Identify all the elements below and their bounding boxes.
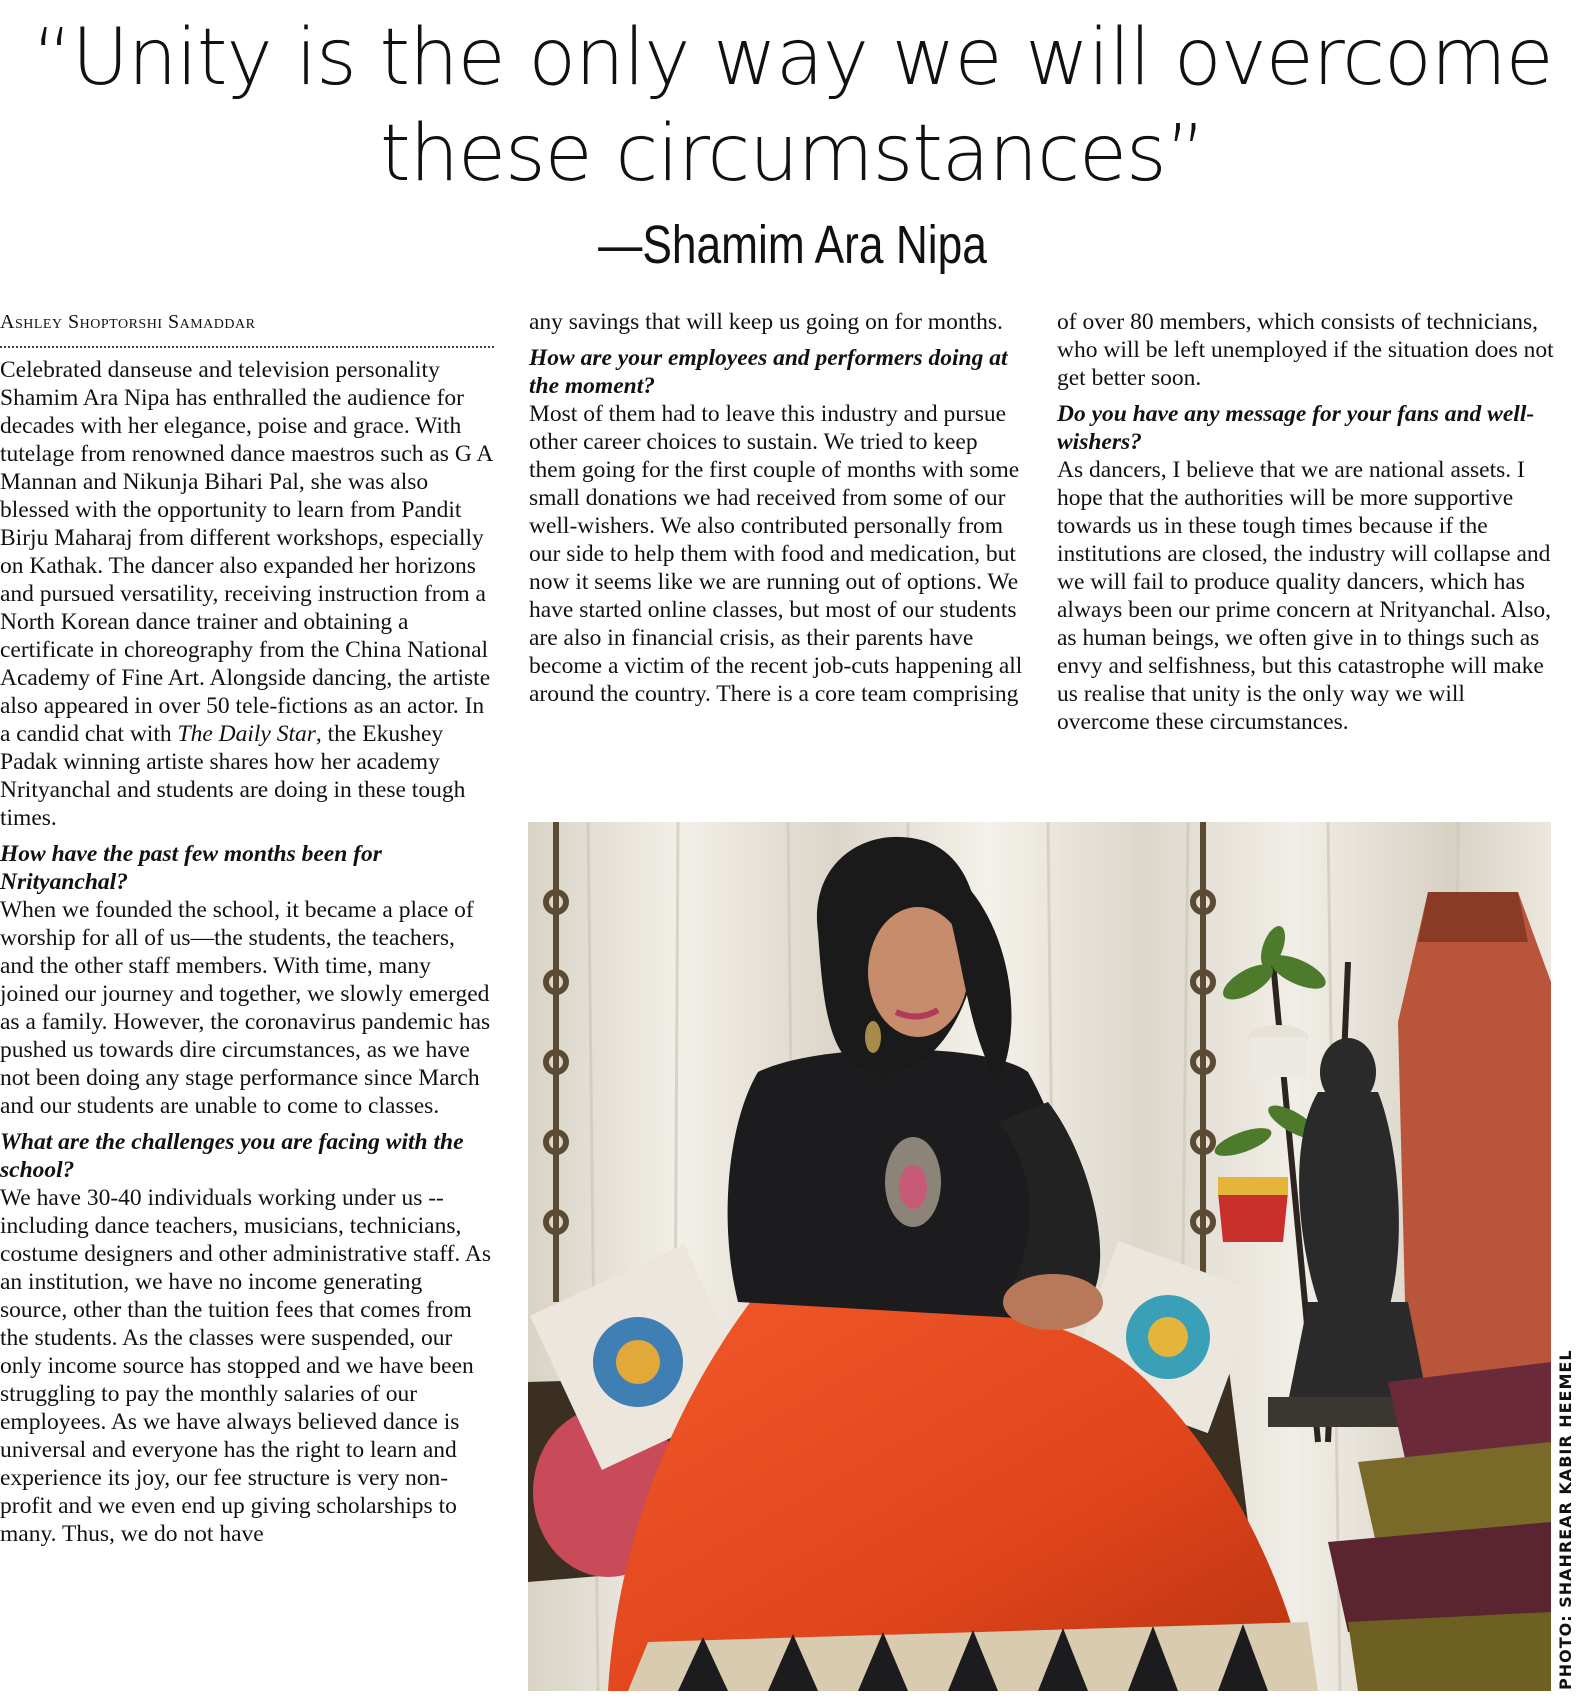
answer-1: When we founded the school, it became a place of worship for all of us—the students, the teachers, and the other staff members. With time, many joined our journey and together, we slowly emerged as a family. However, the coronavirus pandemic has pushed us towards dire circumstances, as we have not been doing any stage performance since March and our students are unable to come to classes. xyxy=(0,897,491,1119)
quote-attribution: —Shamim Ara Nipa xyxy=(598,215,987,275)
question-3: How are your employees and performers doing at the moment? xyxy=(529,345,1008,399)
swing-chain-right xyxy=(1193,822,1213,1292)
headline-line-2: these circumstances” xyxy=(379,109,1205,199)
swing-chain-left xyxy=(546,822,566,1302)
article-column-2 xyxy=(529,308,1029,716)
answer-2: We have 30-40 individuals working under us -- including dance teachers, musicians, technicians, costume designers and other administrative staff. As an institution, we have no income generating source, other than the tuition fees that comes from the students. As the classes were suspended, our only income source has stopped and we have been struggling to pay the monthly salaries of our employees. As we have always believed dance is universal and everyone has the right to learn and experience its joy, our fee structure is very non-profit and we even end up giving scholarships to many. Thus, we do not have xyxy=(0,1185,491,1547)
photo-credit: PHOTO: SHAHREAR KABIR HEEMEL xyxy=(1556,1349,1575,1690)
article-column-3 xyxy=(1057,308,1562,744)
intro-text-before: Celebrated danseuse and television personality Shamim Ara Nipa has enthralled the audience for decades with her elegance, poise and grace. With tutelage from renowned dance maestros such as G A Mannan and Nikunja Bihari Pal, she was also blessed with the opportunity to learn from Pandit Birju Maharaj from different workshops, especially on Kathak. The dancer also expanded her horizons and pursued versatility, receiving instruction from a North Korean dance trainer and obtaining a certificate in choreography from the China National Academy of Fine Art. Alongside dancing, the artiste also appeared in over 50 tele-fictions as an actor. In a candid chat with xyxy=(0,357,493,747)
answer-2-continuation: any savings that will keep us going on for months. xyxy=(529,309,1003,335)
clasped-hands xyxy=(1003,1274,1103,1330)
question-2: What are the challenges you are facing with the school? xyxy=(0,1129,464,1183)
question-4: Do you have any message for your fans and well-wishers? xyxy=(1057,401,1535,455)
byline: Ashley Shoptorshi Samaddar xyxy=(0,308,494,348)
headline xyxy=(0,10,1585,202)
portrait-photo xyxy=(528,822,1551,1691)
intro-text-after: , the Ekushey Padak winning artiste shares how her academy Nrityanchal and students are doing in these tough times. xyxy=(0,721,466,831)
answer-3: Most of them had to leave this industry and pursue other career choices to sustain. We tried to keep them going for the first couple of months with some small donations we had received from some of our well-wishers. We also contributed personally from our side to help them with food and medication, but now it seems like we are running out of options. We have started online classes, but most of our students are also in financial crisis, as their parents have become a victim of the recent job-cuts happening all around the country. There is a core team comprising xyxy=(529,401,1023,707)
intro-paragraph xyxy=(0,356,494,832)
article-column-1 xyxy=(0,308,494,1556)
headline-line-1: “Unity is the only way we will overcome xyxy=(32,13,1553,103)
orange-panel xyxy=(1398,892,1551,1442)
earring xyxy=(865,1021,881,1053)
publication-name: The Daily Star xyxy=(177,721,316,747)
answer-3-continuation: of over 80 members, which consists of technicians, who will be left unemployed if the situation does not get better soon. xyxy=(1057,309,1554,391)
portrait-illustration xyxy=(528,822,1551,1691)
answer-4: As dancers, I believe that we are national assets. I hope that the authorities will be more supportive towards us in these tough times because if the institutions are closed, the industry will collapse and we will fail to produce quality dancers, which has always been our prime concern at Nrityanchal. Also, as human beings, we often give in to things such as envy and selfishness, but this catastrophe will make us realise that unity is the only way we will overcome these circumstances. xyxy=(1057,457,1551,735)
question-1: How have the past few months been for Nrityanchal? xyxy=(0,841,382,895)
